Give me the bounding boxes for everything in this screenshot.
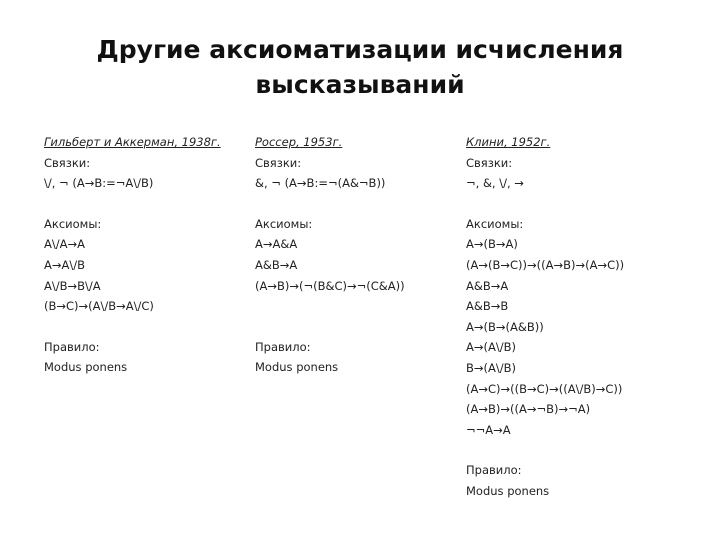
- spacer: [466, 440, 624, 460]
- connectives-value: &, ¬ (A→B:=¬(A&¬B)): [255, 176, 386, 191]
- slide-title-line-1: Другие аксиоматизации исчисления: [96, 35, 624, 64]
- axiom: ¬¬A→A: [466, 422, 511, 437]
- axiom: (A→B)→((A→¬B)→¬A): [466, 402, 591, 417]
- axiom: A→(B→(A&B)): [466, 319, 544, 334]
- column-author: Гильберт и Аккерман, 1938г.: [44, 135, 221, 149]
- axioms-label: Аксиомы:: [255, 216, 313, 231]
- axiom: (B→C)→(A\/B→A\/C): [44, 299, 154, 314]
- axiom: A&B→A: [255, 257, 298, 272]
- rule-label: Правило:: [44, 339, 100, 354]
- rule-value: Modus ponens: [44, 360, 128, 375]
- slide-title: [60, 32, 660, 102]
- rule-value: Modus ponens: [255, 360, 339, 375]
- axiom: A&B→B: [466, 299, 509, 314]
- axioms-label: Аксиомы:: [44, 216, 102, 231]
- column-hilbert-ackermann: [44, 132, 221, 378]
- axiom: A→(B→A): [466, 237, 518, 252]
- rule-label: Правило:: [255, 339, 311, 354]
- spacer: [466, 194, 624, 214]
- spacer: [44, 194, 221, 214]
- axiom: (A→(B→C))→((A→B)→(A→C)): [466, 257, 625, 272]
- rule-label: Правило:: [466, 463, 522, 478]
- axiom: A→A\/B: [44, 257, 86, 272]
- connectives-value: \/, ¬ (A→B:=¬A\/B): [44, 176, 154, 191]
- axiom: (A→C)→((B→C)→((A\/B)→C)): [466, 381, 623, 396]
- axiom: A\/B→B\/A: [44, 278, 101, 293]
- column-rosser: [255, 132, 405, 378]
- axiom: A\/A→A: [44, 237, 85, 252]
- rule-value: Modus ponens: [466, 483, 550, 498]
- column-kleene: [466, 132, 624, 502]
- axioms-label: Аксиомы:: [466, 216, 524, 231]
- spacer: [255, 296, 405, 317]
- slide-title-line-2: высказываний: [255, 70, 465, 99]
- spacer: [255, 317, 405, 337]
- column-author: Россер, 1953г.: [255, 135, 343, 149]
- axiom: B→(A\/B): [466, 360, 517, 375]
- column-author: Клини, 1952г.: [466, 135, 551, 149]
- axiom: A&B→A: [466, 278, 509, 293]
- connectives-label: Связки:: [466, 155, 513, 170]
- spacer: [44, 317, 221, 337]
- axiom: A→(A\/B): [466, 340, 516, 355]
- connectives-label: Связки:: [44, 155, 91, 170]
- spacer: [255, 194, 405, 214]
- connectives-label: Связки:: [255, 155, 302, 170]
- axiom: (A→B)→(¬(B&C)→¬(C&A)): [255, 278, 405, 293]
- axiom: A→A&A: [255, 237, 298, 252]
- connectives-value: ¬, &, \/, →: [466, 176, 524, 191]
